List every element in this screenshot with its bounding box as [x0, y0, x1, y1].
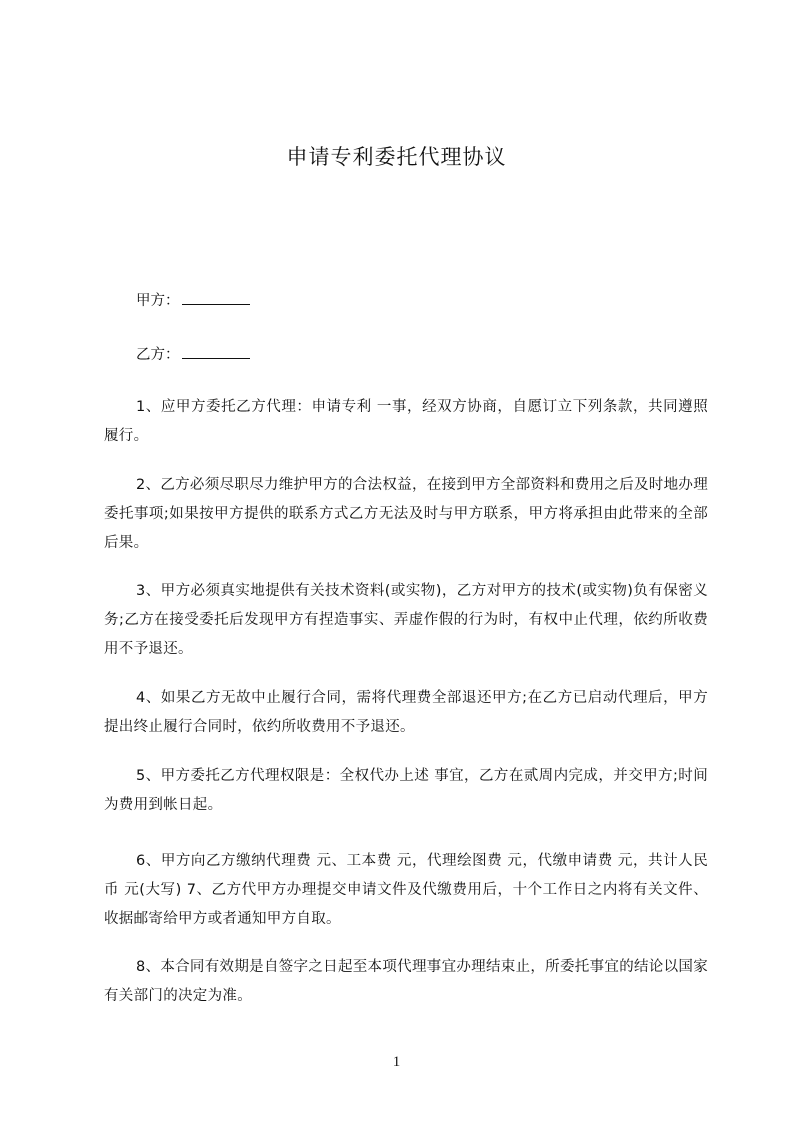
- clause-8: 8、本合同有效期是自签字之日起至本项代理事宜办理结束止，所委托事宜的结论以国家有关部门的决定为准。: [104, 959, 708, 1004]
- party-b-line: [136, 344, 250, 365]
- party-a-line: [136, 290, 250, 311]
- party-a-label: 甲方：: [136, 293, 180, 309]
- clause-5: 5、甲方委托乙方代理权限是：全权代办上述 事宜，乙方在贰周内完成，并交甲方;时间为费用到帐日起。: [104, 768, 708, 813]
- clause-1: 1、应甲方委托乙方代理：申请专利 一事，经双方协商，自愿订立下列条款，共同遵照履行。: [104, 399, 708, 444]
- party-a-blank: [182, 290, 250, 305]
- party-b-blank: [182, 344, 250, 359]
- document-title: 申请专利委托代理协议: [286, 145, 507, 169]
- clause-2: 2、乙方必须尽职尽力维护甲方的合法权益，在接到甲方全部资料和费用之后及时地办理委托事项;如果按甲方提供的联系方式乙方无法及时与甲方联系，甲方将承担由此带来的全部后果。: [104, 477, 708, 551]
- page-number: 1: [392, 1054, 401, 1070]
- party-b-label: 乙方：: [136, 347, 180, 363]
- clause-6-7: 6、甲方向乙方缴纳代理费 元、工本费 元，代理绘图费 元，代缴申请费 元，共计人民币 元(大写) 7、乙方代甲方办理提交申请文件及代缴费用后，十个工作日之内将有关文件、收据邮寄给甲方或者通知甲方自取。: [104, 853, 708, 927]
- clause-3: 3、甲方必须真实地提供有关技术资料(或实物)，乙方对甲方的技术(或实物)负有保密义务;乙方在接受委托后发现甲方有捏造事实、弄虚作假的行为时，有权中止代理，依约所收费用不予退还。: [104, 583, 708, 657]
- clause-4: 4、如果乙方无故中止履行合同，需将代理费全部退还甲方;在乙方已启动代理后，甲方提出终止履行合同时，依约所收费用不予退还。: [104, 690, 708, 735]
